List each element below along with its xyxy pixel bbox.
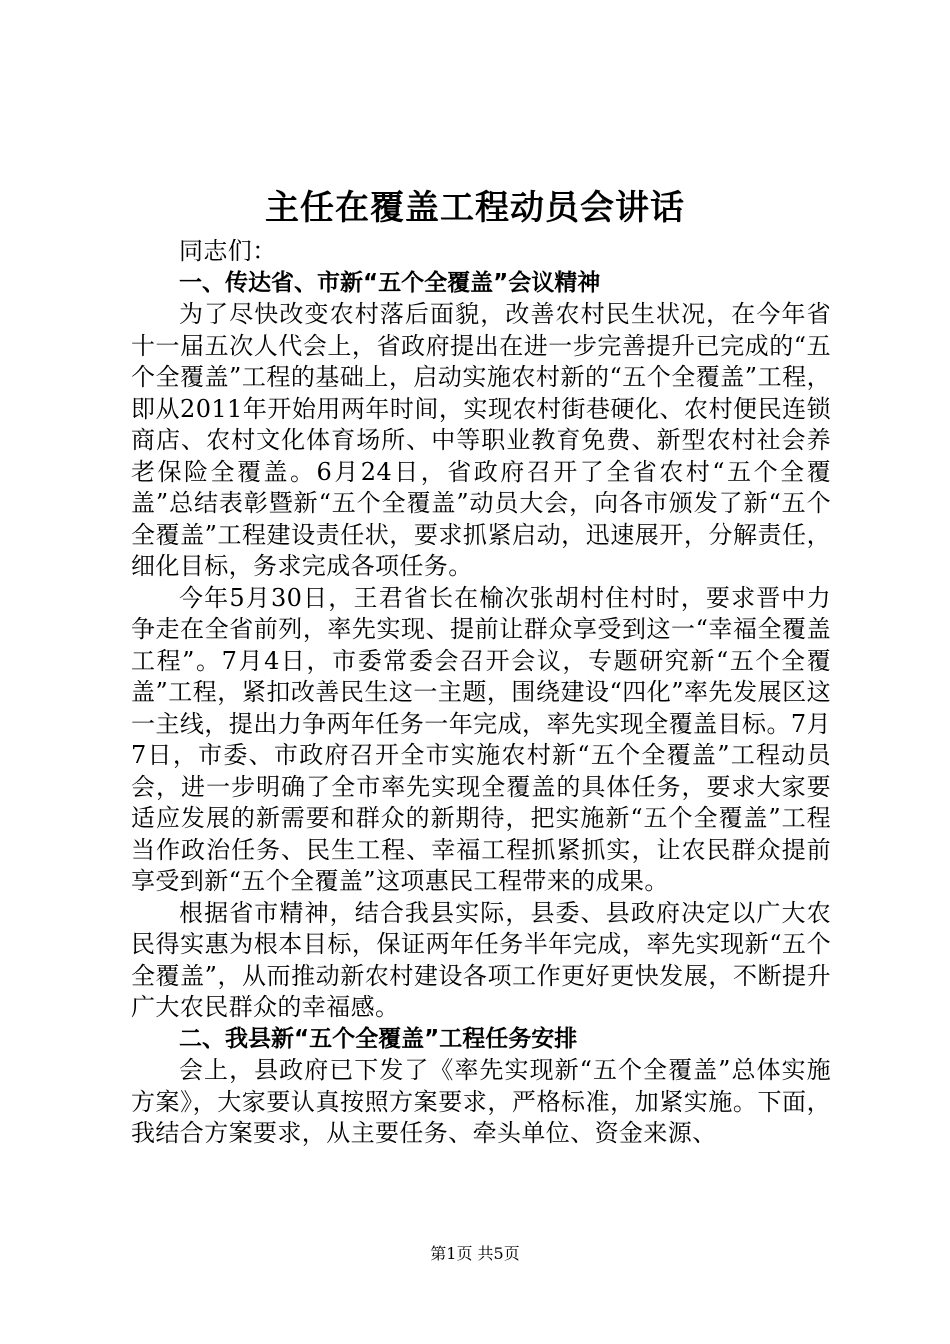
page-number-footer: 第1页 共5页 [430, 1244, 520, 1263]
paragraph: 会上，县政府已下发了《率先实现新“五个全覆盖”总体实施方案》，大家要认真按照方案要求，严格标准，加紧实施。下面，我结合方案要求，从主要任务、牵头单位、资金来源、 [131, 1056, 831, 1147]
paragraph: 根据省市精神，结合我县实际，县委、县政府决定以广大农民得实惠为根本目标，保证两年任务半年完成，率先实现新“五个全覆盖”，从而推动新农村建设各项工作更好更快发展，不断提升广大农民群众的幸福感。 [131, 898, 831, 1021]
section-heading-2: 二、我县新“五个全覆盖”工程任务安排 [179, 1025, 578, 1052]
document-body [131, 236, 831, 1150]
section-heading-1: 一、传达省、市新“五个全覆盖”会议精神 [179, 269, 601, 296]
paragraph: 今年5月30日，王君省长在榆次张胡村住村时，要求晋中力争走在全省前列，率先实现、提前让群众享受到这一“幸福全覆盖工程”。7月4日，市委常委会召开会议，专题研究新“五个全覆盖”工程，紧扣改善民生这一主题，围绕建设“四化”率先发展区这一主线，提出力争两年任务一年完成，率先实现全覆盖目标。7月7日，市委、市政府召开全市实施农村新“五个全覆盖”工程动员会，进一步明确了全市率先实现全覆盖的具体任务，要求大家要适应发展的新需要和群众的新期待，把实施新“五个全覆盖”工程当作政治任务、民生工程、幸福工程抓紧抓实，让农民群众提前享受到新“五个全覆盖”这项惠民工程带来的成果。 [131, 583, 831, 895]
document-title: 主任在覆盖工程动员会讲话 [265, 188, 685, 228]
paragraph: 为了尽快改变农村落后面貌，改善农村民生状况，在今年省十一届五次人代会上，省政府提出在进一步完善提升已完成的“五个全覆盖”工程的基础上，启动实施农村新的“五个全覆盖”工程，即从2011年开始用两年时间，实现农村街巷硬化、农村便民连锁商店、农村文化体育场所、中等职业教育免费、新型农村社会养老保险全覆盖。6月24日，省政府召开了全省农村“五个全覆盖”总结表彰暨新“五个全覆盖”动员大会，向各市颁发了新“五个全覆盖”工程建设责任状，要求抓紧启动，迅速展开，分解责任，细化目标，务求完成各项任务。 [131, 300, 831, 580]
salutation: 同志们： [179, 237, 277, 265]
